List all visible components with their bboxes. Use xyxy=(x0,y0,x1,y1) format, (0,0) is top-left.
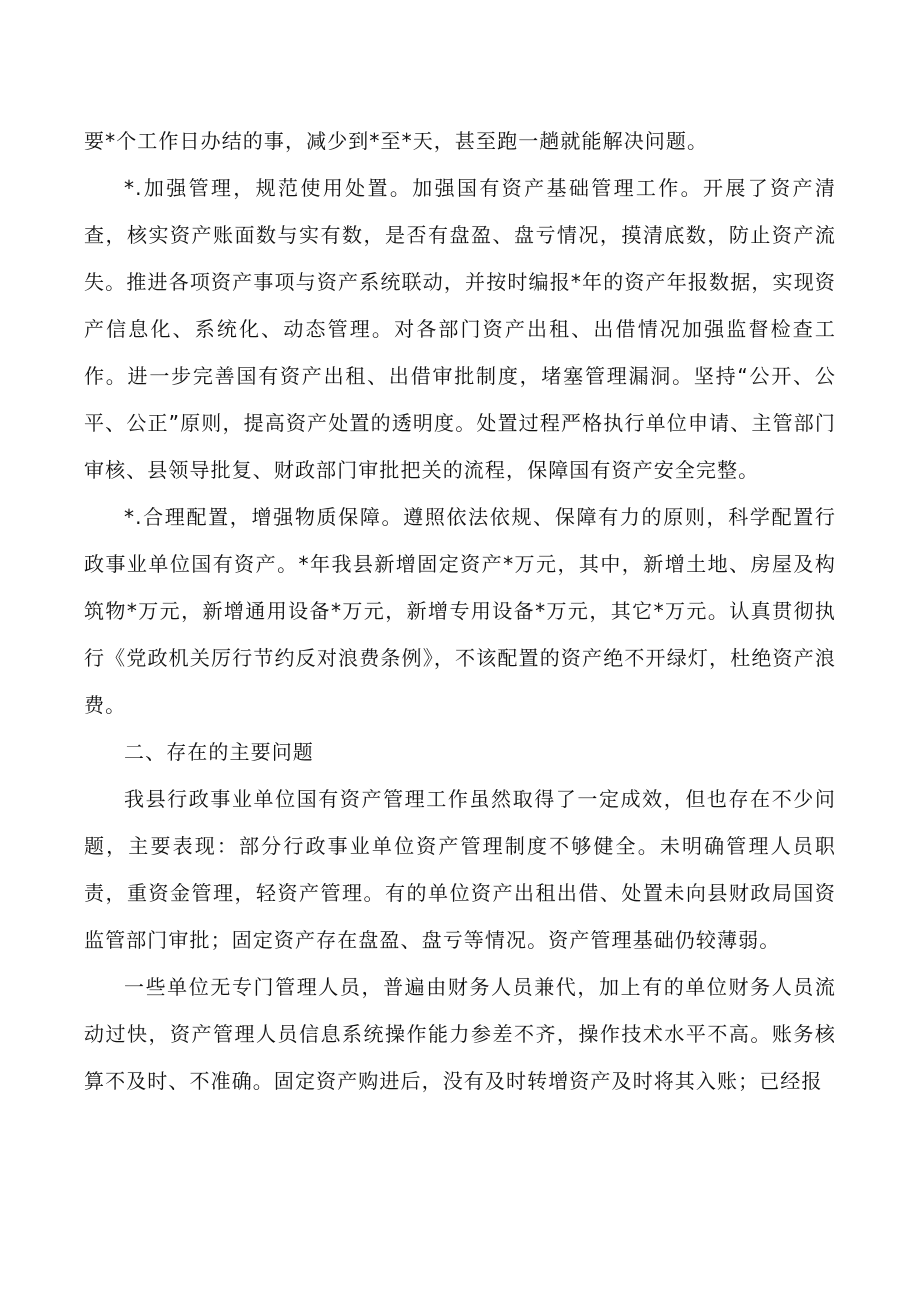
paragraph-strengthen-management: *.加强管理，规范使用处置。加强国有资产基础管理工作。开展了资产清查，核实资产账面数与实有数，是否有盘盈、盘亏情况，摸清底数，防止资产流失。推进各项资产事项与资产系统联动，并按时编报*年的资产年报数据，实现资产信息化、系统化、动态管理。对各部门资产出租、出借情况加强监督检查工作。进一步完善国有资产出租、出借审批制度，堵塞管理漏洞。坚持“公开、公平、公正”原则，提高资产处置的透明度。处置过程严格执行单位申请、主管部门审核、县领导批复、财政部门审批把关的流程，保障国有资产安全完整。 xyxy=(84,176,836,482)
section-heading-main-problems: 二、存在的主要问题 xyxy=(124,740,314,764)
paragraph-staffing-issues: 一些单位无专门管理人员，普遍由财务人员兼代，加上有的单位财务人员流动过快，资产管理人员信息系统操作能力参差不齐，操作技术水平不高。账务核算不及时、不准确。固定资产购进后，没有及时转增资产及时将其入账；已经报 xyxy=(84,975,836,1093)
paragraph-continuation: 要*个工作日办结的事，减少到*至*天，甚至跑一趟就能解决问题。 xyxy=(84,129,709,153)
document-body xyxy=(84,118,836,1105)
paragraph-problems-overview: 我县行政事业单位国有资产管理工作虽然取得了一定成效，但也存在不少问题，主要表现：部分行政事业单位资产管理制度不够健全。未明确管理人员职责，重资金管理，轻资产管理。有的单位资产出租出借、处置未向县财政局国资监管部门审批；固定资产存在盘盈、盘亏等情况。资产管理基础仍较薄弱。 xyxy=(84,787,836,952)
paragraph-reasonable-allocation: *.合理配置，增强物质保障。遵照依法依规、保障有力的原则，科学配置行政事业单位国有资产。*年我县新增固定资产*万元，其中，新增土地、房屋及构筑物*万元，新增通用设备*万元，新增专用设备*万元，其它*万元。认真贯彻执行《党政机关厉行节约反对浪费条例》，不该配置的资产绝不开绿灯，杜绝资产浪费。 xyxy=(84,505,836,717)
